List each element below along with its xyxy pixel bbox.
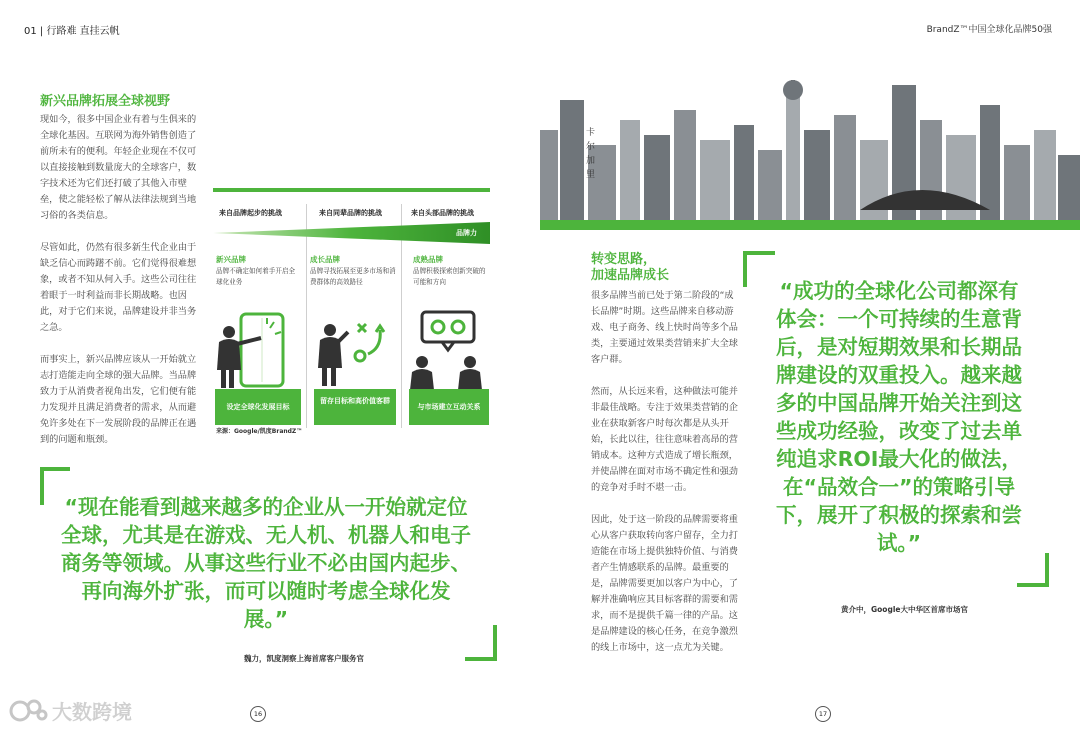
stage-desc: 品牌寻找拓展至更多市场和消费群体的高效路径 [310, 267, 396, 286]
section-header: 01 | 行路难 直挂云帆 [24, 26, 120, 37]
column-header: 来自品牌起步的挑战 [219, 209, 282, 217]
stage-tag: 设定全球化发展目标 [215, 389, 301, 425]
watermark-logo-icon [8, 697, 48, 725]
column-header: 来自同辈品牌的挑战 [319, 209, 382, 217]
brand-force-wedge [213, 222, 490, 244]
page-number: 16 [250, 706, 266, 722]
chat-gears-icon [408, 310, 490, 390]
source-note: 来源：Google/凯度BrandZ™ [216, 428, 303, 435]
stage-title: 成长品牌 [310, 255, 340, 264]
man-presenting-icon [215, 310, 303, 390]
brand-force-label: 品牌力 [456, 229, 477, 237]
strategy-man-icon [310, 310, 398, 390]
stage-title: 成熟品牌 [413, 255, 443, 264]
section-title: 新兴品牌拓展全球视野 [40, 94, 171, 109]
page-number: 17 [815, 706, 831, 722]
watermark [8, 696, 132, 725]
top-rule [213, 188, 490, 192]
report-title: BrandZ™中国全球化品牌50强 [926, 25, 1052, 35]
pull-quote: “现在能看到越来越多的企业从一开始就定位全球，尤其是在游戏、无人机、机器人和电子商务等领域。从事这些行业不必由国内起步、再向海外扩张，而可以随时考虑全球化发展。” [61, 495, 471, 631]
quote-bracket-close [1017, 553, 1049, 587]
quote-attribution: 魏力，凯度洞察上海首席客户服务官 [244, 654, 364, 663]
stage-title: 新兴品牌 [216, 255, 246, 264]
paragraph: 很多品牌当前已处于第二阶段的“成长品牌”时期。这些品牌来自移动游戏、电子商务、线上快时尚等多个品类，主要通过效果类营销来扩大全球客户群。 [591, 290, 738, 365]
calgary-skyline-illustration [540, 60, 1080, 230]
quote-attribution: 黄介中，Google大中华区首席市场官 [841, 605, 968, 614]
section-title: 加速品牌成长 [591, 268, 670, 283]
section-body [591, 288, 741, 672]
paragraph: 然而，从长远来看，这种做法可能并非最佳战略。专注于效果类营销的企业在获取新客户时每次都是从头开始，长此以往，往往意味着高昂的营销成本。这种方式造成了增长瓶颈，并使品牌在面对市场不确定性和强劲的竞争对手时不堪一击。 [591, 386, 738, 493]
section-title: 转变思路， [591, 252, 657, 267]
paragraph: 而事实上，新兴品牌应该从一开始就立志打造能走向全球的强大品牌。当品牌致力于从消费者视角出发，它们便有能力发现并且满足消费者的需求，从而避免许多处在下一发展阶段的品牌正在遇到的问题和瓶颈。 [40, 354, 197, 445]
stage-tag: 与市场建立互动关系 [409, 389, 489, 425]
stage-desc: 品牌不确定如何着手开启全球化业务 [216, 267, 296, 286]
city-label: 卡尔加里 [586, 128, 596, 180]
section-body [40, 112, 205, 464]
paragraph: 因此，处于这一阶段的品牌需要将重心从客户获取转向客户留存，全力打造能在市场上提供独特价值、与消费者产生情感联系的品牌。最重要的是，品牌需要更加以客户为中心，了解并准确响应其目标客群的需要和需求，而不是提供千篇一律的产品。这是品牌建设的核心任务，在竞争激烈的线上市场中，这一点尤为关键。 [591, 514, 738, 653]
watermark-text: 大数跨境 [52, 700, 132, 724]
paragraph: 尽管如此，仍然有很多新生代企业由于缺乏信心而踌躇不前。它们觉得很难想象，或者不知从何入手。这些公司往往着眼于一时利益而非长期战略。也因此，对于它们来说，品牌建设并非当务之急。 [40, 242, 197, 333]
paragraph: 现如今，很多中国企业有着与生俱来的全球化基因。互联网为海外销售创造了前所未有的便利。年轻企业现在不仅可以直接接触到数量庞大的全球客户，数字技术还为它们还打破了其他入市壁垒，使之能轻松了解从法律法规到当地习俗的各类信息。 [40, 114, 197, 221]
pull-quote: “成功的全球化公司都深有体会：一个可持续的生意背后，是对短期效果和长期品牌建设的双重投入。越来越多的中国品牌开始关注到这些成功经验，改变了过去单纯追求ROI最大化的做法，在“品效合一”的策略引导下，展开了积极的探索和尝试。” [776, 279, 1022, 555]
brand-stage-infographic [213, 188, 490, 436]
stage-desc: 品牌积极探索创新突破的可能和方向 [413, 267, 486, 286]
column-header: 来自头部品牌的挑战 [411, 209, 474, 217]
stage-tag: 留存目标和高价值客群 [314, 389, 396, 425]
